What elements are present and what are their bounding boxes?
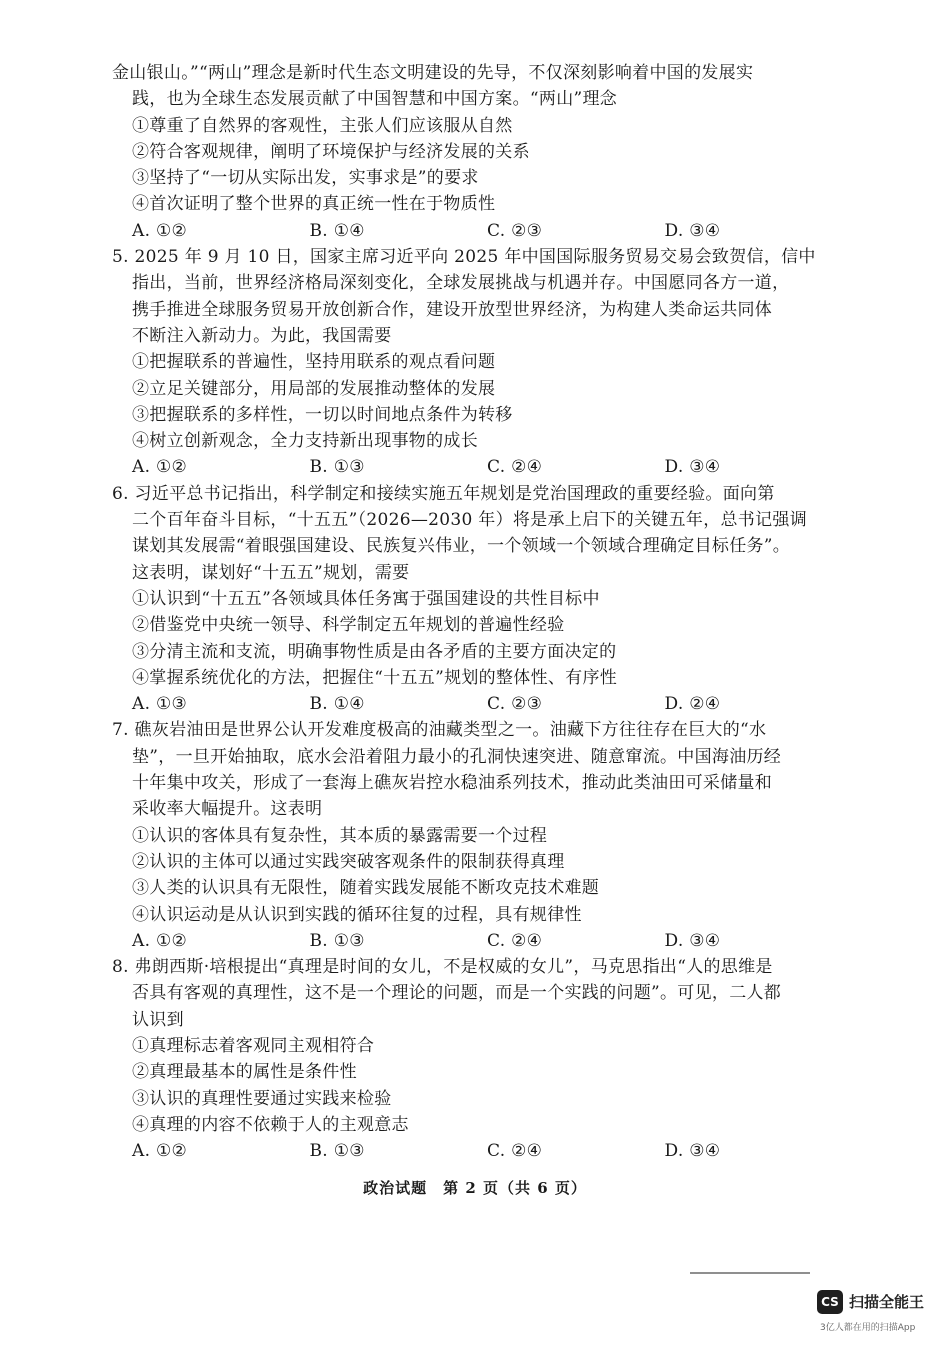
option-statement: ④认识运动是从认识到实践的循环往复的过程，具有规律性 [132, 904, 582, 925]
choice-a: A. ①② [132, 457, 188, 478]
option-statement: ①认识的客体具有复杂性，其本质的暴露需要一个过程 [132, 825, 548, 846]
option-statement: ②真理最基本的属性是条件性 [132, 1062, 357, 1083]
question-text-line: 垫”，一旦开始抽取，底水会沿着阻力最小的孔洞快速突进、随意窜流。中国海油历经 [132, 746, 782, 767]
question-text-line: 不断注入新动力。为此，我国需要 [132, 325, 392, 346]
answer-choices [112, 691, 842, 717]
question-text-line: 采收率大幅提升。这表明 [132, 799, 323, 820]
option-statement: ③认识的真理性要通过实践来检验 [132, 1088, 392, 1109]
option-statement: ③人类的认识具有无限性，随着实践发展能不断攻克技术难题 [132, 878, 600, 899]
answer-choices [112, 454, 842, 480]
question-text-line: 6. 习近平总书记指出，科学制定和接续实施五年规划是党治国理政的重要经验。面向第 [112, 483, 775, 504]
question-text-line: 8. 弗朗西斯·培根提出“真理是时间的女儿，不是权威的女儿”，马克思指出“人的思维是 [112, 957, 773, 978]
choice-a: A. ①② [132, 1141, 188, 1162]
option-statement: ②立足关键部分，用局部的发展推动整体的发展 [132, 378, 496, 399]
question-text-line: 否具有客观的真理性，这不是一个理论的问题，而是一个实践的问题”。可见，二人都 [132, 983, 782, 1004]
question-4-tail [112, 60, 842, 244]
question-text-line: 携手推进全球服务贸易开放创新合作，建设开放型世界经济，为构建人类命运共同体 [132, 299, 773, 320]
choice-d: D. ③④ [664, 1141, 721, 1162]
option-statement: ③坚持了“一切从实际出发，实事求是”的要求 [132, 168, 479, 189]
option-statement: ②认识的主体可以通过实践突破客观条件的限制获得真理 [132, 851, 565, 872]
choice-c: C. ②④ [487, 1141, 543, 1162]
choice-b: B. ①④ [309, 694, 365, 715]
choice-c: C. ②④ [487, 930, 543, 951]
question-text-line: 7. 礁灰岩油田是世界公认开发难度极高的油藏类型之一。油藏下方往往存在巨大的“水 [112, 720, 767, 741]
choice-a: A. ①③ [132, 694, 188, 715]
question-5 [112, 244, 842, 481]
choice-b: B. ①③ [309, 930, 365, 951]
question-text-line: 谋划其发展需“着眼强国建设、民族复兴伟业，一个领域一个领域合理确定目标任务”。 [132, 536, 791, 557]
choice-b: B. ①④ [309, 220, 365, 241]
question-text-line: 金山银山。”“两山”理念是新时代生态文明建设的先导，不仅深刻影响着中国的发展实 [112, 63, 754, 83]
choice-d: D. ②④ [664, 694, 721, 715]
choice-d: D. ③④ [664, 457, 721, 478]
answer-choices [112, 1138, 842, 1164]
question-text-line: 5. 2025 年 9 月 10 日，国家主席习近平向 2025 年中国国际服务贸易交易会致贺信，信中 [112, 247, 816, 268]
question-text-line: 十年集中攻关，形成了一套海上礁灰岩控水稳油系列技术，推动此类油田可采储量和 [132, 773, 773, 794]
option-statement: ④掌握系统优化的方法，把握住“十五五”规划的整体性、有序性 [132, 667, 618, 688]
choice-a: A. ①② [132, 220, 188, 241]
scan-artifact-line [690, 1272, 810, 1277]
choice-b: B. ①③ [309, 457, 365, 478]
option-statement: ③把握联系的多样性，一切以时间地点条件为转移 [132, 404, 513, 425]
camscanner-logo-icon: CS [817, 1290, 843, 1314]
watermark-title: 扫描全能王 [849, 1293, 925, 1311]
choice-c: C. ②③ [487, 694, 543, 715]
option-statement: ③分清主流和支流，明确事物性质是由各矛盾的主要方面决定的 [132, 641, 617, 662]
page-footer: 政治试题 第 2 页（共 6 页） [363, 1179, 587, 1197]
answer-choices [112, 928, 842, 954]
question-text-line: 这表明，谋划好“十五五”规划，需要 [132, 562, 410, 583]
option-statement: ①认识到“十五五”各领域具体任务寓于强国建设的共性目标中 [132, 588, 600, 609]
question-text-line: 认识到 [132, 1009, 184, 1030]
option-statement: ①真理标志着客观同主观相符合 [132, 1035, 375, 1056]
choice-d: D. ③④ [664, 930, 721, 951]
watermark-subtitle: 3亿人都在用的扫描App [820, 1323, 916, 1333]
question-text-line: 践，也为全球生态发展贡献了中国智慧和中国方案。“两山”理念 [132, 89, 618, 110]
question-text-line: 指出，当前，世界经济格局深刻变化，全球发展挑战与机遇并存。中国愿同各方一道， [132, 273, 790, 294]
choice-a: A. ①② [132, 930, 188, 951]
answer-choices [112, 218, 842, 244]
option-statement: ①把握联系的普遍性，坚持用联系的观点看问题 [132, 352, 496, 373]
option-statement: ①尊重了自然界的客观性，主张人们应该服从自然 [132, 115, 513, 136]
choice-d: D. ③④ [664, 220, 721, 241]
question-7 [112, 717, 842, 954]
question-6 [112, 481, 842, 718]
choice-c: C. ②④ [487, 457, 543, 478]
question-content [112, 60, 842, 1164]
question-8 [112, 954, 842, 1164]
choice-c: C. ②③ [487, 220, 543, 241]
option-statement: ②符合客观规律，阐明了环境保护与经济发展的关系 [132, 141, 530, 162]
option-statement: ④树立创新观念，全力支持新出现事物的成长 [132, 431, 478, 452]
option-statement: ④首次证明了整个世界的真正统一性在于物质性 [132, 194, 496, 215]
option-statement: ②借鉴党中央统一领导、科学制定五年规划的普遍性经验 [132, 615, 565, 636]
question-text-line: 二个百年奋斗目标，“十五五”（2026—2030 年）将是承上启下的关键五年，总书记强调 [132, 510, 808, 531]
choice-b: B. ①③ [309, 1141, 365, 1162]
option-statement: ④真理的内容不依赖于人的主观意志 [132, 1114, 409, 1135]
